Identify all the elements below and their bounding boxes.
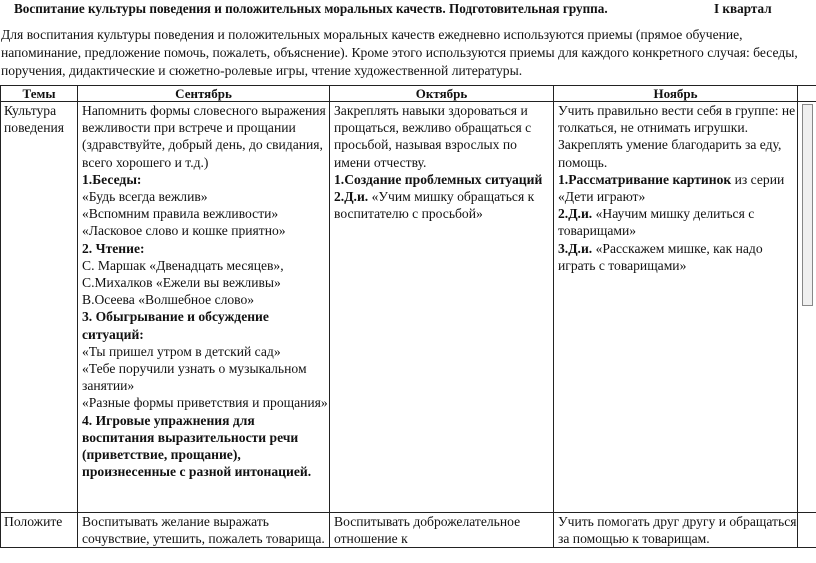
september-item: 2. Чтение: [82, 240, 145, 256]
theme-cell: Положите [1, 513, 78, 548]
intro-paragraph: Для воспитания культуры поведения и положительных моральных качеств ежедневно используются приемы (прямое обучение, напоминание, предложение помочь, пожалеть, объяснение). Кроме этого используются приемы для каждого конкретного случая: беседы, поручения, дидактические и сюжетно-ролевые игры, чтение художественной литературы. [1, 27, 798, 78]
plan-table [0, 85, 816, 548]
october-item-2: 2.Д.и. «Учим мишку обращаться к воспитателю с просьбой» [334, 189, 535, 222]
header-october: Октябрь [330, 86, 554, 102]
october-cell: Воспитывать доброжелательное отношение к [330, 513, 554, 548]
september-item: «Вспомним правила вежливости» [82, 206, 279, 222]
november-goal: Учить правильно вести себя в группе: не толкаться, не отнимать игрушки. Закреплять умение благодарить за еду, помощь. [558, 103, 796, 170]
header-blank [798, 86, 816, 102]
november-item-2: 2.Д.и. «Научим мишку делиться с товарищами» [558, 206, 755, 239]
header-september: Сентябрь [78, 86, 330, 102]
theme-text: Культура поведения [4, 103, 65, 136]
scrollbar[interactable] [802, 104, 813, 306]
table-row [1, 102, 816, 513]
november-cell [554, 102, 798, 513]
november-item-1: 1.Рассматривание картинок из серии «Дети играют» [558, 171, 785, 205]
title-text: Воспитание культуры поведения и положительных моральных качеств. Подготовительная группа. [14, 1, 608, 16]
september-item: С.Михалков «Ежели вы вежливы» [82, 275, 281, 291]
september-item: В.Осеева «Волшебное слово» [82, 292, 255, 308]
september-items [82, 102, 329, 480]
quarter-label: I квартал [714, 1, 772, 16]
september-cell: Воспитывать желание выражать сочувствие, утешить, пожалеть товарища. [78, 513, 330, 548]
october-goal: Закреплять навыки здороваться и прощаться, вежливо обращаться с просьбой, называя взрослых по имени отчеству. [334, 103, 532, 170]
september-item: 3. Обыгрывание и обсуждение ситуаций: [82, 309, 269, 342]
header-themes: Темы [1, 86, 78, 102]
september-item: «Тебе поручили узнать о музыкальном занятии» [82, 361, 307, 394]
table-row [1, 513, 816, 548]
september-item: С. Маршак «Двенадцать месяцев», [82, 257, 284, 273]
theme-cell [1, 102, 78, 513]
september-cell [78, 102, 330, 513]
september-item: «Будь всегда вежлив» [82, 189, 208, 205]
right-margin-cell [798, 102, 816, 513]
october-cell [330, 102, 554, 513]
september-item: «Разные формы приветствия и прощания» [82, 395, 328, 411]
october-item-1: 1.Создание проблемных ситуаций [334, 171, 543, 187]
september-item: «Ты пришел утром в детский сад» [82, 343, 281, 359]
header-row [1, 86, 816, 102]
september-item: Напомнить формы словесного выражения вежливости при встрече и прощании (здравствуйте, добрый день, до свидания, всего хорошего и т.д.) [82, 103, 326, 170]
november-cell: Учить помогать друг другу и обращаться за помощью к товарищам. [554, 513, 798, 548]
document-title [14, 1, 814, 17]
november-item-3: 3.Д.и. «Расскажем мишке, как надо играть с товарищами» [558, 240, 763, 273]
september-item: «Ласковое слово и кошке приятно» [82, 223, 286, 239]
september-item: 4. Игровые упражнения для воспитания выразительности речи (приветствие, прощание), произнесенные с разной интонацией. [82, 412, 312, 480]
september-item: 1.Беседы: [82, 171, 142, 187]
header-november: Ноябрь [554, 86, 798, 102]
right-margin-cell [798, 513, 816, 548]
